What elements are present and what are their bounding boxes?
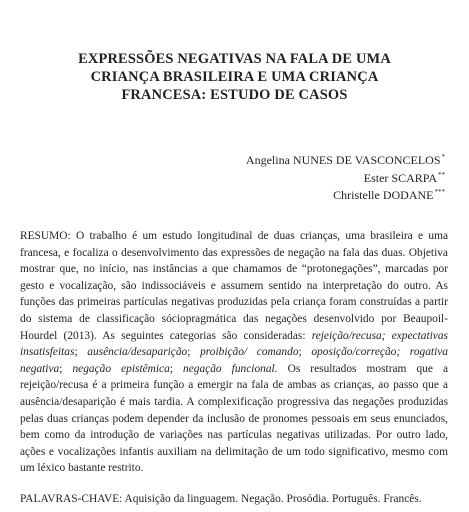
title-line-1: EXPRESSÕES NEGATIVAS NA FALA DE UMA	[78, 51, 391, 67]
category-term: rejeição/recusa; expectativas insatisfeitas	[20, 329, 448, 359]
author-name: Angelina NUNES DE VASCONCELOS	[245, 153, 441, 167]
title-line-3: FRANCESA: ESTUDO DE CASOS	[121, 87, 348, 103]
author	[246, 187, 445, 205]
category-term: negação epistêmica	[72, 362, 170, 375]
abstract-section	[20, 228, 448, 508]
title-line-2: CRIANÇA BRASILEIRA E UMA CRIANÇA	[90, 69, 379, 85]
category-term: oposição/correção; rogativa negativa	[20, 346, 448, 375]
category-term: ausência/desaparição	[87, 346, 188, 359]
author-name: Ester SCARPA	[363, 170, 437, 185]
category-term: negação funcional.	[183, 362, 278, 375]
abstract-run: ;	[169, 362, 184, 375]
abstract-run: ;	[187, 346, 201, 359]
keywords: PALAVRAS-CHAVE: Aquisição da linguagem. Negação. Prosódia. Português. Francês.	[20, 492, 422, 505]
abstract-run: ;	[59, 362, 73, 375]
author	[246, 152, 445, 170]
author-list	[246, 152, 445, 205]
category-term: proibição/ comando	[200, 346, 299, 359]
abstract-run: RESUMO: O trabalho é um estudo longitudinal de duas crianças, uma brasileira e uma francesa, e focaliza o desenvolvimento das expressões de negação na fala das duas. Objetiva mostrar que, no início, nas instâncias a que chamamos de “protonegações”, marcadas por gesto e vocalização, são indissociáveis e assumem sentido na interpretação do outro. As funções das primeiras partículas negativas produzidas pela criança foram construídas a partir do sistema de classificação sóciopragmática das negações desenvolvido por Beaupoil-Hourdel (2013). As seguintes categorias são consideradas:	[20, 230, 448, 342]
abstract-run: ;	[298, 346, 312, 359]
author	[246, 170, 445, 188]
author-footnote-mark: *	[441, 153, 445, 161]
paper-title	[30, 50, 439, 104]
author-footnote-mark: **	[438, 170, 445, 179]
author-footnote-mark: ***	[434, 188, 445, 196]
abstract-run: Os resultados mostram que a rejeição/recusa é a primeira função a emergir na fala de ambas as crianças, ao passo que a ausência/desaparição é mais tardia. A complexificação progressiva das negações produzidas pelas duas crianças podem depender da inclusão de pronomes pessoais em seus enunciados, bem como da introdução de variações nas partículas negativas utilizadas. Por outro lado, ações e vocalizações infantis auxiliam na delimitação de um todo significativo, mesmo com um léxico bastante restrito.	[20, 362, 449, 475]
abstract-text	[20, 228, 448, 477]
author-name: Christelle DODANE	[333, 188, 434, 202]
abstract-run: ;	[74, 346, 88, 359]
